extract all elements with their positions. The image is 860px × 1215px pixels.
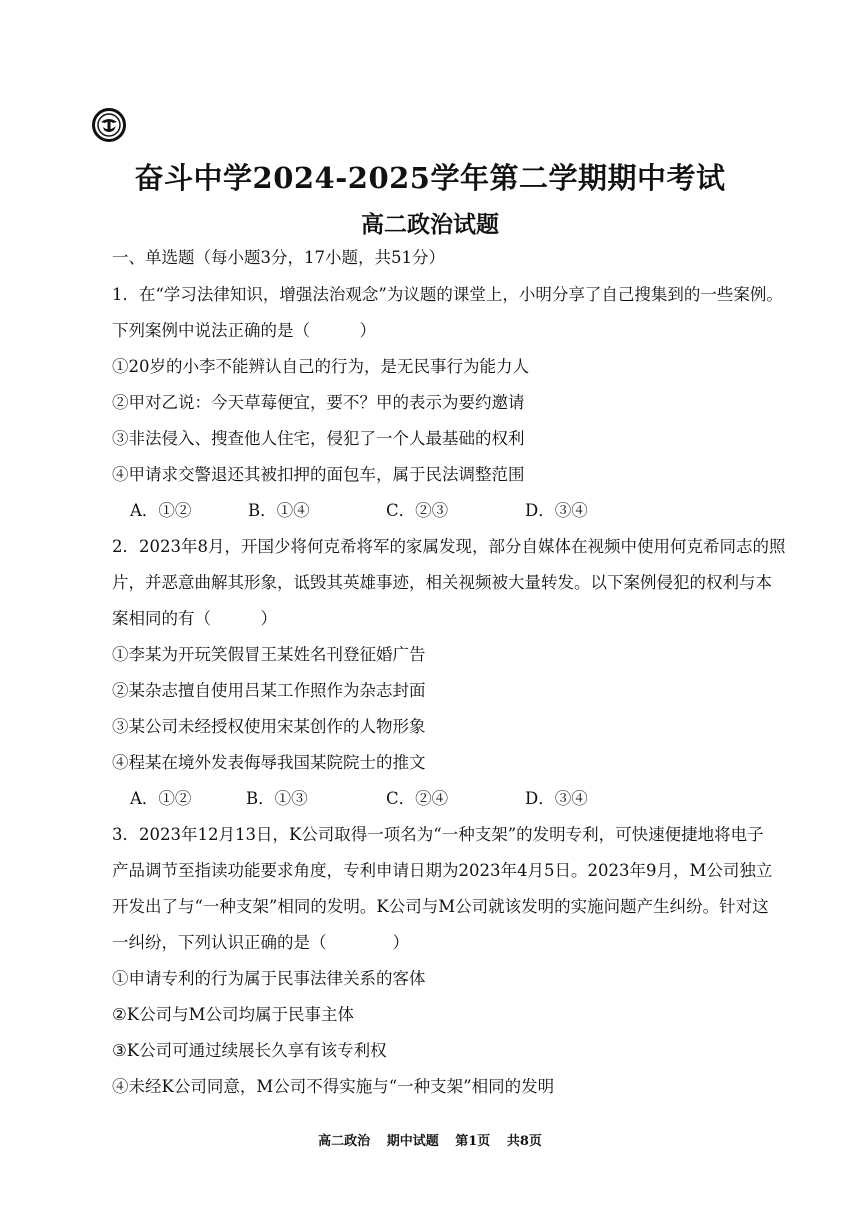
question-1-option-d: D．③④ — [525, 501, 588, 520]
question-2-item-3: ③某公司未经授权使用宋某创作的人物形象 — [112, 717, 426, 736]
question-2-item-2: ②某杂志擅自使用吕某工作照作为杂志封面 — [112, 681, 426, 700]
question-3-line-2: 产品调节至指读功能要求角度，专利申请日期为2023年4月5日。2023年9月，M公司独立 — [112, 861, 773, 880]
question-2-line-2: 片，并恶意曲解其形象，诋毁其英雄事迹，相关视频被大量转发。以下案例侵犯的权利与本 — [112, 573, 772, 592]
footer-exam: 期中试题 — [386, 1134, 439, 1149]
question-1-item-1: ①20岁的小李不能辨认自己的行为，是无民事行为能力人 — [112, 357, 529, 376]
exam-title: 奋斗中学2024-2025学年第二学期期中考试 — [134, 161, 726, 195]
question-2-option-a: A．①② — [130, 789, 192, 808]
footer-page-number: 第1页 — [455, 1134, 491, 1149]
section-heading: 一、单选题（每小题3分，17小题，共51分） — [112, 248, 445, 267]
question-1-option-a: A．①② — [130, 501, 192, 520]
question-2-option-b: B．①③ — [246, 789, 308, 808]
question-1-line-1: 1．在“学习法律知识，增强法治观念”为议题的课堂上，小明分享了自己搜集到的一些案例。 — [112, 285, 783, 304]
question-3-item-2: ②K公司与M公司均属于民事主体 — [112, 1005, 355, 1024]
question-2-item-4: ④程某在境外发表侮辱我国某院院士的推文 — [112, 753, 426, 772]
question-2-option-d: D．③④ — [525, 789, 588, 808]
question-1-option-c: C．②③ — [386, 501, 449, 520]
question-3-item-3: ③K公司可通过续展长久享有该专利权 — [112, 1041, 387, 1060]
footer-total-pages: 共8页 — [506, 1134, 542, 1149]
question-2-line-3: 案相同的有（ ） — [112, 609, 277, 628]
question-1-option-b: B．①④ — [248, 501, 310, 520]
question-3-line-4: 一纠纷，下列认识正确的是（ ） — [112, 933, 409, 952]
footer-subject: 高二政治 — [318, 1134, 371, 1149]
question-1-item-4: ④甲请求交警退还其被扣押的面包车，属于民法调整范围 — [112, 465, 525, 484]
question-3-line-3: 开发出了与“一种支架”相同的发明。K公司与M公司就该发明的实施问题产生纠纷。针对这 — [112, 897, 769, 916]
question-3-item-1: ①申请专利的行为属于民事法律关系的客体 — [112, 969, 426, 988]
question-3-item-4: ④未经K公司同意，M公司不得实施与“一种支架”相同的发明 — [112, 1077, 555, 1096]
question-2-line-1: 2．2023年8月，开国少将何克希将军的家属发现，部分自媒体在视频中使用何克希同志的照 — [112, 537, 786, 556]
subject-title: 高二政治试题 — [361, 211, 499, 238]
question-2-option-c: C．②④ — [386, 789, 449, 808]
question-1-item-3: ③非法侵入、搜查他人住宅，侵犯了一个人最基础的权利 — [112, 429, 525, 448]
question-3-line-1: 3．2023年12月13日，K公司取得一项名为“一种支架”的发明专利，可快速便捷地将电子 — [112, 825, 764, 844]
school-emblem-icon — [92, 108, 126, 142]
question-1-line-2: 下列案例中说法正确的是（ ） — [112, 321, 376, 340]
question-1-item-2: ②甲对乙说：今天草莓便宜，要不？甲的表示为要约邀请 — [112, 393, 525, 412]
page-footer — [0, 1130, 860, 1149]
question-2-item-1: ①李某为开玩笑假冒王某姓名刊登征婚广告 — [112, 645, 426, 664]
